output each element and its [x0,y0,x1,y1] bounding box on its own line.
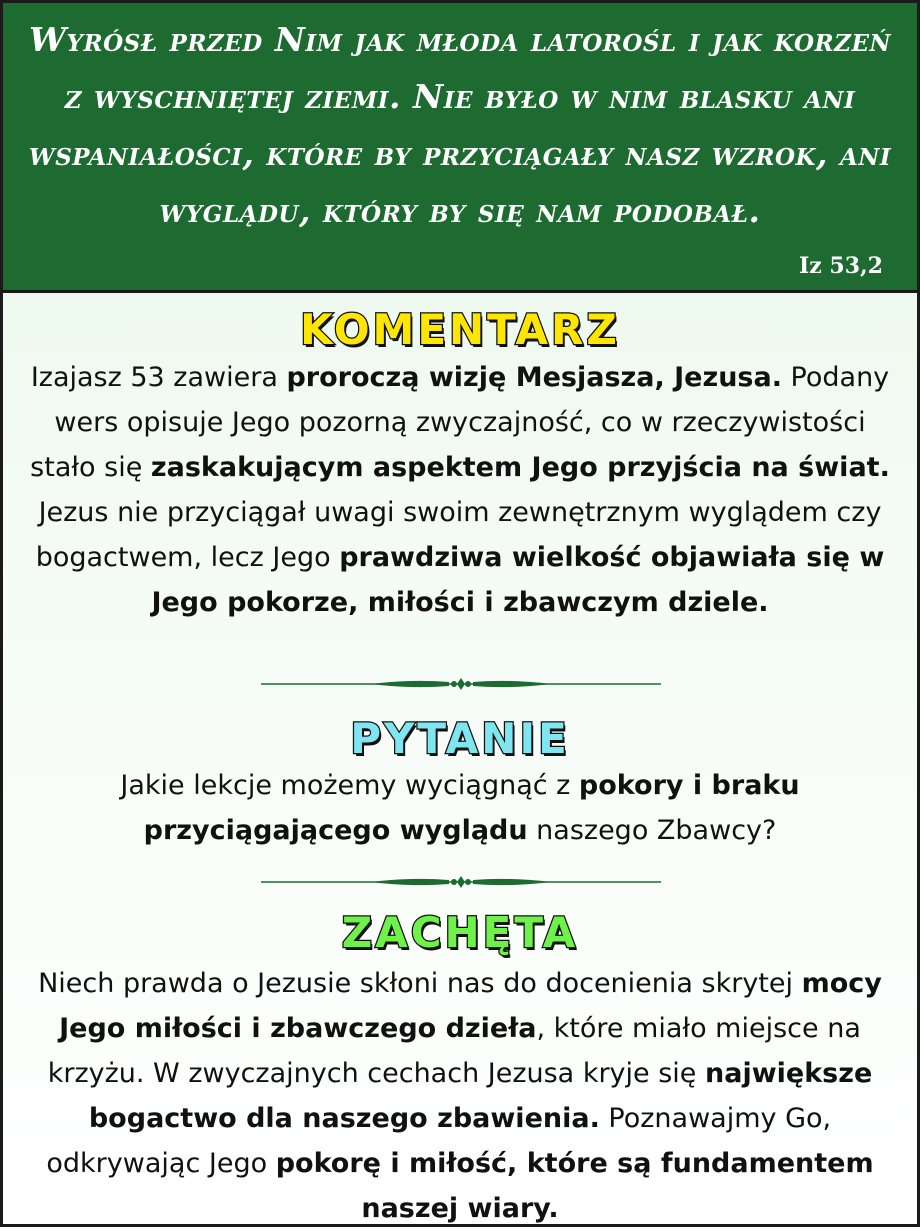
ornamental-divider-icon [261,874,661,890]
text-run: Podany wers opisuje Jego pozorną zwyczajność, co w rzeczywistości stało się [30,362,890,483]
text-run: naszego Zbawcy? [527,815,777,846]
text-run: Poznawajmy Go, odkrywając Jego [46,1103,832,1179]
zacheta-title: ZACHĘTA [341,908,579,957]
bold-phrase: prawdziwa wielkość objawiała się w Jego pokorze, miłości i zbawczym dziele. [151,542,885,618]
bold-phrase: największe bogactwo dla naszego zbawienia. [88,1058,873,1134]
bold-phrase: zaskakującym aspektem Jego przyjścia na świat. [150,452,890,483]
pytanie-title: PYTANIE [350,714,570,763]
zacheta-text [23,961,897,1231]
verse-header [3,3,917,293]
text-run: Niech prawda o Jezusie skłoni nas do docenienia skrytej [38,968,802,999]
text-run: , które miało miejsce na krzyżu. W zwyczajnych cechach Jezusa kryje się [47,1013,861,1089]
verse-reference: Iz 53,2 [798,253,883,279]
bold-phrase: proroczą wizję Mesjasza, Jezusa. [286,362,782,393]
bold-phrase: pokorę i miłość, które są fundamentem naszej wiary. [275,1148,874,1224]
bold-phrase: mocy Jego miłości i zbawczego dzieła [59,968,882,1044]
komentarz-text [23,355,897,625]
text-run: Jakie lekcje możemy wyciągnąć z [120,770,579,801]
pytanie-text [23,763,897,853]
text-run: Jezus nie przyciągał uwagi swoim zewnętrznym wyglądem czy bogactwem, lecz Jego [35,497,882,573]
ornamental-divider-icon [261,676,661,692]
text-run: Izajasz 53 zawiera [30,362,287,393]
bold-phrase: pokory i braku przyciągającego wyglądu [143,770,800,846]
bible-verse: Wyrósł przed Nim jak młoda latorośl i jak korzeń z wyschniętej ziemi. Nie było w nim blasku ani wspaniałości, które by przyciągały nasz wzrok, ani wyglądu, który by się nam podobał. [28,20,892,230]
komentarz-title: KOMENTARZ [300,305,620,354]
